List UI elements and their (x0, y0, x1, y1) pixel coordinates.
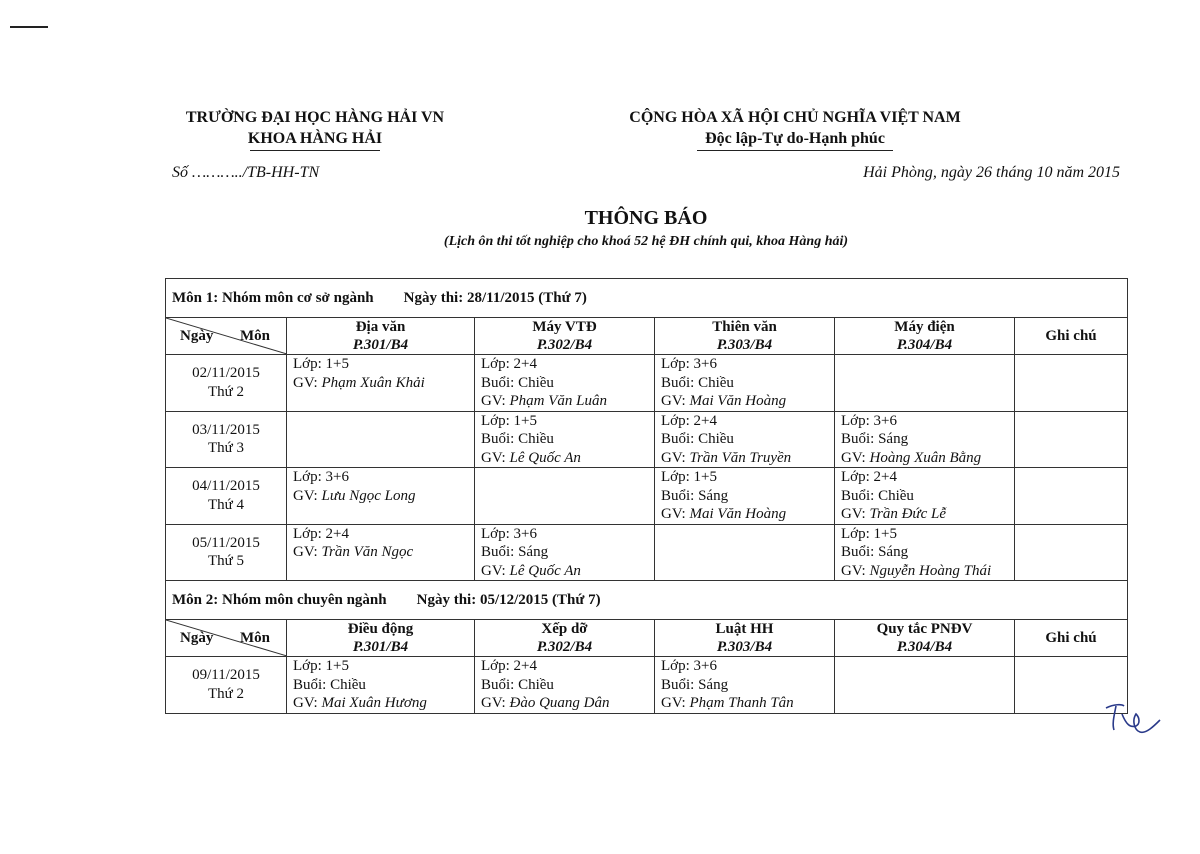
session-label: Buổi: (481, 676, 519, 693)
class-label: Lớp: (661, 412, 694, 429)
subject-header (287, 318, 475, 355)
motto-underline (697, 150, 893, 151)
lecturer-label: GV: (293, 544, 322, 560)
lecturer-line (481, 562, 654, 581)
class-value: 2+4 (325, 525, 349, 542)
schedule-row (166, 524, 1128, 581)
class-line (841, 412, 1014, 431)
class-value: 2+4 (513, 356, 537, 372)
class-line (293, 355, 474, 374)
lecturer-label: GV: (481, 449, 510, 466)
lecturer-label: GV: (661, 506, 690, 522)
class-label: Lớp: (293, 469, 326, 485)
session-cell (655, 355, 835, 412)
class-value: 1+5 (513, 412, 537, 429)
lecturer-label: GV: (661, 393, 690, 409)
session-line (661, 676, 834, 695)
session-value: Sáng (698, 487, 729, 504)
session-cell (655, 657, 835, 714)
subject-header (655, 620, 835, 657)
class-label: Lớp: (841, 469, 874, 485)
session-value: Chiều (698, 374, 734, 391)
session-line (481, 676, 654, 695)
column-header-row (166, 318, 1128, 355)
row-day: Thứ 3 (207, 440, 245, 457)
lecturer-name: Trần Văn Truyền (689, 449, 792, 466)
session-value: Chiều (518, 676, 554, 693)
subject-room: P.304/B4 (896, 337, 953, 353)
session-label: Buổi: (841, 544, 879, 560)
subject-name: Địa văn (355, 319, 406, 335)
country-name: CỘNG HÒA XÃ HỘI CHỦ NGHĨA VIỆT NAM (629, 109, 961, 126)
lecturer-label: GV: (841, 449, 870, 466)
session-cell (655, 411, 835, 468)
lecturer-line (293, 694, 474, 713)
lecturer-line (841, 449, 1014, 468)
session-label: Buổi: (661, 676, 699, 693)
session-label: Buổi: (661, 431, 699, 447)
class-label: Lớp: (481, 356, 514, 372)
lecturer-line (481, 449, 654, 468)
class-label: Lớp: (661, 469, 694, 485)
session-cell (835, 411, 1015, 468)
class-line (661, 657, 834, 676)
subject-header (287, 620, 475, 657)
session-cell (835, 524, 1015, 581)
session-cell (835, 657, 1015, 714)
lecturer-label: GV: (293, 695, 322, 711)
lecturer-name: Phạm Văn Luân (509, 393, 607, 409)
session-value: Sáng (878, 544, 909, 560)
class-line (661, 468, 834, 487)
class-value: 1+5 (325, 356, 349, 372)
exam-date: Ngày thi: 28/11/2015 (Thứ 7) (403, 289, 587, 306)
class-value: 2+4 (513, 658, 537, 674)
scan-mark (10, 26, 48, 28)
row-date: 04/11/2015 (192, 478, 260, 495)
subject-name: Quy tắc PNĐV (876, 621, 973, 637)
notes-header (1015, 620, 1128, 657)
class-line (481, 355, 654, 374)
session-label: Buổi: (293, 676, 331, 693)
class-line (481, 657, 654, 676)
lecturer-name: Mai Xuân Hương (321, 695, 427, 711)
session-cell (475, 355, 655, 412)
session-value: Sáng (518, 544, 549, 560)
row-date: 02/11/2015 (192, 365, 260, 382)
lecturer-name: Mai Văn Hoàng (689, 393, 787, 409)
label-ngay: Ngày (180, 328, 214, 344)
lecturer-label: GV: (481, 393, 510, 409)
lecturer-line (481, 392, 654, 411)
subject-name: Xếp dỡ (541, 621, 588, 637)
session-line (661, 430, 834, 449)
lecturer-label: GV: (841, 506, 870, 522)
handwritten-initials (1100, 690, 1170, 740)
label-mon: Môn (240, 630, 270, 646)
session-value: Sáng (698, 676, 729, 693)
section-title: Môn 1: Nhóm môn cơ sở ngành (172, 289, 374, 306)
row-date: 05/11/2015 (192, 534, 260, 551)
session-value: Chiều (878, 487, 914, 504)
lecturer-label: GV: (841, 562, 870, 579)
subject-name: Luật HH (715, 621, 774, 637)
session-label: Buổi: (841, 487, 879, 504)
date-cell (166, 657, 287, 714)
lecturer-line (661, 449, 834, 468)
date-cell (166, 524, 287, 581)
schedule-row (166, 468, 1128, 525)
lecturer-line (841, 505, 1014, 524)
section-title: Môn 2: Nhóm môn chuyên ngành (172, 591, 387, 608)
class-label: Lớp: (481, 525, 514, 542)
class-line (661, 355, 834, 374)
subject-room: P.301/B4 (352, 639, 409, 655)
section-header-row (166, 581, 1128, 620)
lecturer-line (293, 374, 474, 393)
lecturer-label: GV: (661, 449, 690, 466)
lecturer-label: GV: (293, 487, 322, 504)
class-label: Lớp: (841, 412, 874, 429)
class-line (481, 412, 654, 431)
lecturer-label: GV: (481, 695, 510, 711)
lecturer-name: Lê Quốc An (509, 449, 581, 466)
session-line (841, 430, 1014, 449)
session-line (841, 487, 1014, 506)
subject-room: P.304/B4 (896, 639, 953, 655)
class-value: 2+4 (693, 412, 717, 429)
document-title: THÔNG BÁO (584, 207, 708, 229)
subject-name: Thiên văn (712, 319, 777, 335)
session-cell (475, 468, 655, 525)
notes-cell (1015, 355, 1128, 412)
section-header (166, 279, 1128, 318)
session-value: Chiều (518, 431, 554, 447)
row-day: Thứ 5 (207, 553, 245, 570)
session-line (841, 543, 1014, 562)
subject-header (835, 318, 1015, 355)
schedule-table (165, 278, 1128, 714)
session-value: Chiều (330, 676, 366, 693)
lecturer-name: Lưu Ngọc Long (321, 487, 416, 504)
session-cell (835, 468, 1015, 525)
class-label: Lớp: (661, 356, 694, 372)
class-value: 1+5 (873, 525, 897, 542)
class-label: Lớp: (481, 412, 514, 429)
lecturer-line (661, 505, 834, 524)
class-value: 1+5 (693, 469, 717, 485)
lecturer-label: GV: (293, 374, 322, 391)
section-header (166, 581, 1128, 620)
subject-room: P.302/B4 (536, 639, 593, 655)
row-day: Thứ 4 (207, 496, 245, 513)
session-line (661, 487, 834, 506)
diagonal-header-cell (166, 318, 287, 355)
lecturer-name: Mai Văn Hoàng (689, 506, 787, 522)
date-cell (166, 468, 287, 525)
lecturer-name: Lê Quốc An (509, 562, 581, 579)
class-value: 3+6 (325, 469, 349, 485)
class-label: Lớp: (293, 356, 326, 372)
session-value: Chiều (518, 374, 554, 391)
session-cell (475, 411, 655, 468)
class-line (293, 525, 474, 544)
column-header-row (166, 620, 1128, 657)
session-label: Buổi: (841, 431, 879, 447)
exam-date: Ngày thi: 05/12/2015 (Thứ 7) (416, 591, 601, 608)
subject-name: Máy điện (894, 319, 955, 335)
schedule-row (166, 657, 1128, 714)
row-date: 03/11/2015 (192, 421, 260, 438)
notes-cell (1015, 468, 1128, 525)
lecturer-name: Phạm Xuân Khải (321, 374, 425, 391)
session-cell (287, 524, 475, 581)
session-cell (475, 657, 655, 714)
class-label: Lớp: (661, 658, 694, 674)
session-label: Buổi: (481, 374, 519, 391)
row-date: 09/11/2015 (192, 667, 260, 684)
section-header-row (166, 279, 1128, 318)
class-value: 3+6 (513, 525, 537, 542)
lecturer-line (661, 694, 834, 713)
subject-room: P.303/B4 (716, 639, 773, 655)
session-cell (287, 355, 475, 412)
lecturer-line (293, 487, 474, 506)
session-line (293, 676, 474, 695)
subject-header (655, 318, 835, 355)
session-cell (655, 468, 835, 525)
document-subtitle: (Lịch ôn thi tốt nghiệp cho khoá 52 hệ ĐH chính qui, khoa Hàng hải) (443, 234, 849, 249)
row-day: Thứ 2 (207, 383, 245, 400)
motto: Độc lập-Tự do-Hạnh phúc (705, 130, 885, 147)
lecturer-name: Trần Đức Lễ (869, 506, 947, 522)
lecturer-name: Hoàng Xuân Bằng (869, 449, 982, 466)
subject-room: P.302/B4 (536, 337, 593, 353)
class-label: Lớp: (293, 658, 326, 674)
subject-header (475, 318, 655, 355)
session-value: Sáng (878, 431, 909, 447)
class-value: 3+6 (693, 356, 717, 372)
subject-room: P.301/B4 (352, 337, 409, 353)
notes-label: Ghi chú (1045, 630, 1097, 646)
class-value: 3+6 (693, 658, 717, 674)
date-cell (166, 411, 287, 468)
notes-header (1015, 318, 1128, 355)
place-and-date: Hải Phòng, ngày 26 tháng 10 năm 2015 (863, 164, 1120, 181)
faculty-underline (250, 150, 380, 151)
schedule-row (166, 355, 1128, 412)
diagonal-header-cell (166, 620, 287, 657)
subject-name: Máy VTĐ (532, 319, 597, 335)
notes-label: Ghi chú (1045, 328, 1097, 344)
session-cell (287, 411, 475, 468)
class-line (293, 468, 474, 487)
session-line (661, 374, 834, 393)
session-label: Buổi: (481, 544, 519, 560)
lecturer-name: Đào Quang Dân (509, 695, 610, 711)
lecturer-line (661, 392, 834, 411)
session-label: Buổi: (661, 487, 699, 504)
session-cell (287, 468, 475, 525)
label-mon: Môn (240, 328, 270, 344)
session-cell (655, 524, 835, 581)
session-line (481, 430, 654, 449)
session-cell (475, 524, 655, 581)
faculty-name: KHOA HÀNG HẢI (247, 130, 383, 147)
session-label: Buổi: (661, 374, 699, 391)
lecturer-name: Trần Văn Ngọc (321, 544, 414, 560)
lecturer-line (293, 543, 474, 562)
lecturer-name: Nguyễn Hoàng Thái (869, 562, 992, 579)
session-value: Chiều (698, 431, 734, 447)
class-line (661, 412, 834, 431)
university-name: TRƯỜNG ĐẠI HỌC HÀNG HẢI VN (185, 109, 445, 126)
lecturer-line (841, 562, 1014, 581)
session-cell (835, 355, 1015, 412)
class-line (481, 525, 654, 544)
label-ngay: Ngày (180, 630, 214, 646)
notes-cell (1015, 524, 1128, 581)
date-cell (166, 355, 287, 412)
lecturer-name: Phạm Thanh Tân (689, 695, 794, 711)
class-value: 2+4 (873, 469, 897, 485)
class-value: 1+5 (325, 658, 349, 674)
session-cell (287, 657, 475, 714)
subject-room: P.303/B4 (716, 337, 773, 353)
subject-header (475, 620, 655, 657)
lecturer-line (481, 694, 654, 713)
document-number: Số ………../TB-HH-TN (172, 164, 320, 181)
session-line (481, 543, 654, 562)
class-line (293, 657, 474, 676)
class-label: Lớp: (841, 525, 874, 542)
class-label: Lớp: (481, 658, 514, 674)
lecturer-label: GV: (481, 562, 510, 579)
lecturer-label: GV: (661, 695, 690, 711)
subject-name: Điều động (347, 621, 414, 637)
session-label: Buổi: (481, 431, 519, 447)
class-line (841, 525, 1014, 544)
schedule-row (166, 411, 1128, 468)
class-line (841, 468, 1014, 487)
subject-header (835, 620, 1015, 657)
row-day: Thứ 2 (207, 685, 245, 702)
class-value: 3+6 (873, 412, 897, 429)
notes-cell (1015, 411, 1128, 468)
class-label: Lớp: (293, 525, 326, 542)
session-line (481, 374, 654, 393)
